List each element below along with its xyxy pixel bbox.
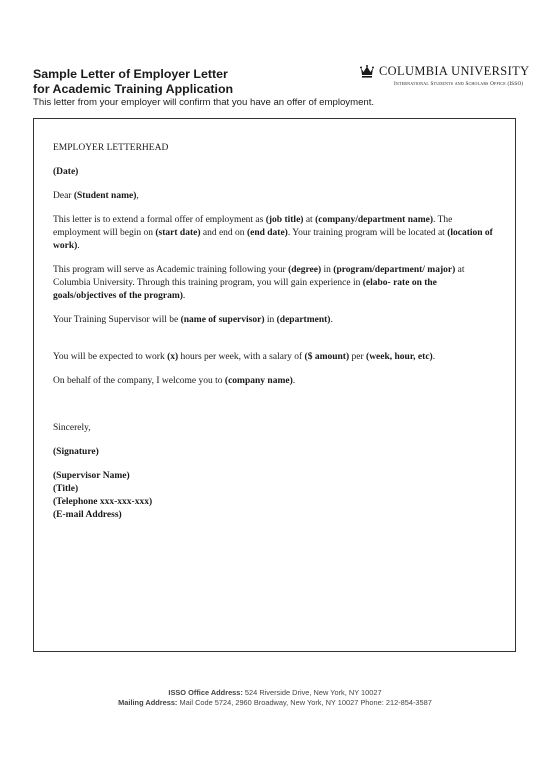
supervisor-name-placeholder: (Supervisor Name) (53, 471, 130, 481)
email-placeholder: (E-mail Address) (53, 510, 122, 520)
letterhead-placeholder: EMPLOYER LETTERHEAD (53, 143, 169, 153)
intro-text: This letter from your employer will confirm that you have an offer of employment. (33, 97, 375, 108)
document-title (33, 67, 333, 97)
title-line-1: Sample Letter of Employer Letter (33, 67, 228, 81)
paragraph-program: This program will serve as Academic training following your (degree) in (program/department/ major) at Columbia University. Through this training program, you will gain experience in (elabo- rate on the goals/objectives of the program). (53, 265, 465, 301)
logo-university-name: COLUMBIA UNIVERSITY (379, 64, 530, 78)
closing: Sincerely, (53, 423, 91, 433)
letter-body (53, 142, 493, 522)
footer-mailing-address: Mailing Address: Mail Code 5724, 2960 Broadway, New York, NY 10027 Phone: 212-854-3587 (118, 698, 432, 707)
title-placeholder: (Title) (53, 484, 79, 494)
paragraph-supervisor: Your Training Supervisor will be (name of supervisor) in (department). (53, 315, 333, 325)
logo-office-name: International Students and Scholars Office (ISSO) (394, 81, 524, 87)
paragraph-offer: This letter is to extend a formal offer of employment as (job title) at (company/department name). The employment will begin on (start date) and end on (end date). Your training program will be located at (location of work). (53, 215, 493, 251)
telephone-placeholder: (Telephone xxx-xxx-xxx) (53, 497, 153, 507)
paragraph-hours: You will be expected to work (x) hours per week, with a salary of ($ amount) per (week, hour, etc). (53, 352, 436, 362)
footer-office-address: ISSO Office Address: 524 Riverside Drive, New York, NY 10027 (168, 688, 382, 697)
paragraph-welcome: On behalf of the company, I welcome you to (company name). (53, 376, 296, 386)
greeting: Dear (Student name), (53, 191, 139, 201)
crown-icon (360, 65, 374, 78)
signature-placeholder: (Signature) (53, 447, 99, 457)
date-placeholder: (Date) (53, 167, 79, 177)
supervisor-contact-block (53, 470, 493, 522)
columbia-logo (360, 64, 530, 92)
title-line-2: for Academic Training Application (33, 82, 234, 96)
